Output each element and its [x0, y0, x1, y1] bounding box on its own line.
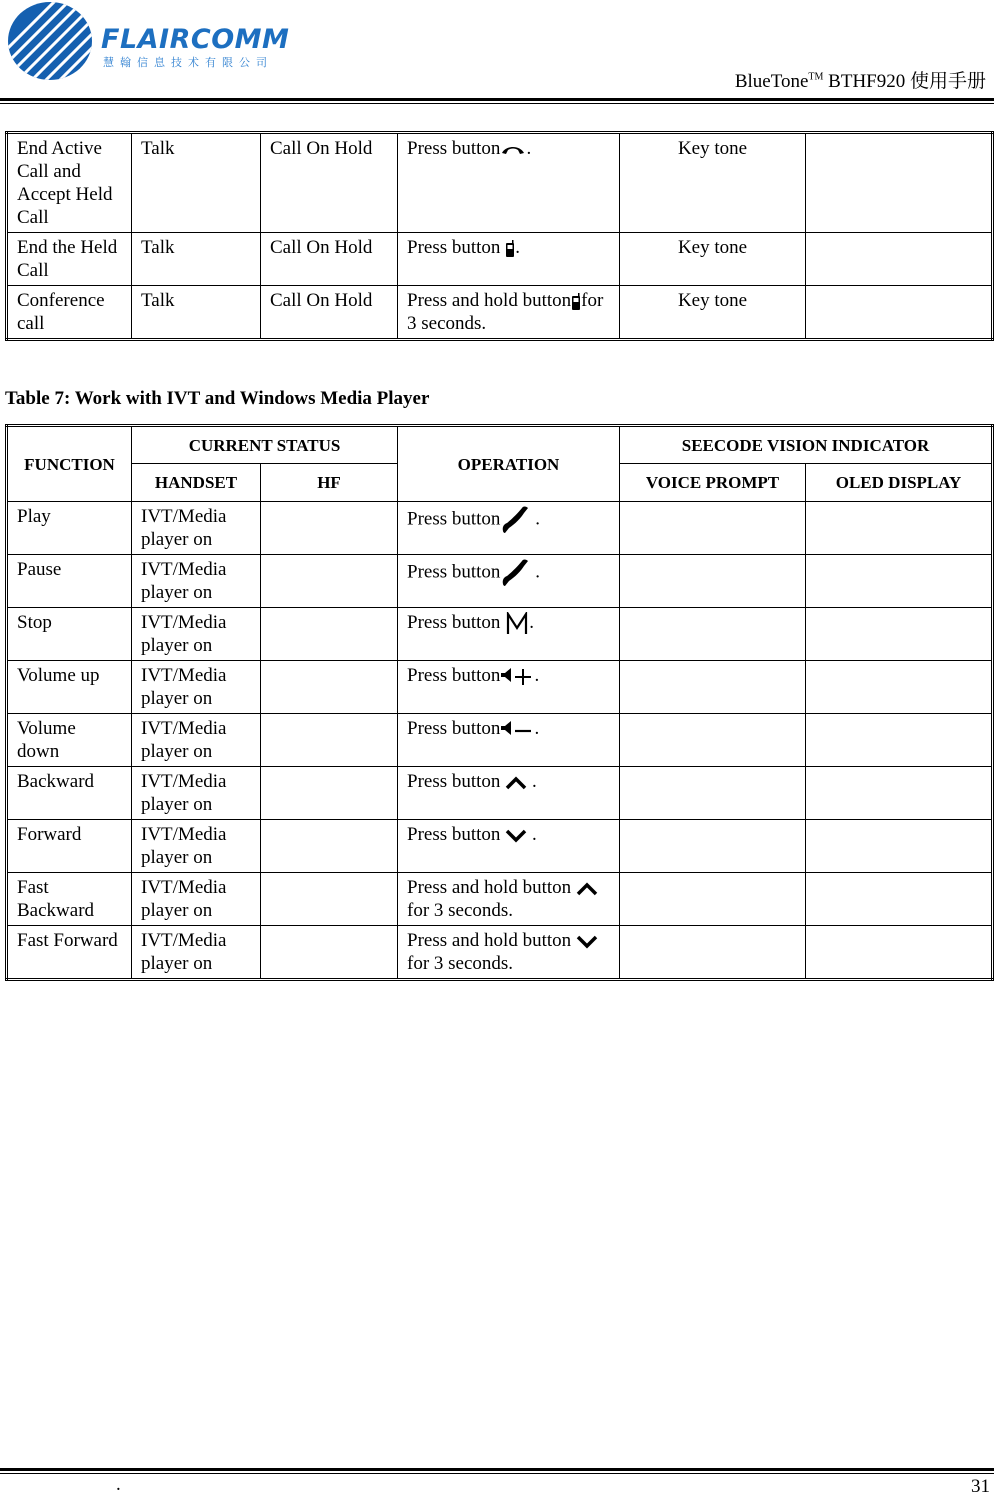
function-cell: End the Held Call	[7, 233, 132, 286]
operation-cell: Press button .	[398, 133, 620, 233]
table-row	[7, 502, 993, 555]
oled-cell	[806, 714, 993, 767]
oled-cell	[806, 926, 993, 980]
table-row	[7, 286, 993, 340]
operation-cell: Press button .	[398, 608, 620, 661]
handset-cell: Talk	[132, 133, 261, 233]
table-row	[7, 661, 993, 714]
function-cell: Volume down	[7, 714, 132, 767]
oled-cell	[806, 820, 993, 873]
title-rest: BTHF920 使用手册	[823, 71, 986, 92]
oled-cell	[806, 767, 993, 820]
operation-cell: Press button .	[398, 661, 620, 714]
oled-display-header: OLED DISPLAY	[806, 464, 993, 502]
voice-cell: Key tone	[620, 286, 806, 340]
hf-cell: Call On Hold	[261, 133, 398, 233]
oled-cell	[806, 286, 993, 340]
oled-cell	[806, 555, 993, 608]
volume-up-icon	[500, 667, 534, 687]
operation-cell: Press button .	[398, 555, 620, 608]
hf-cell	[261, 873, 398, 926]
hf-cell	[261, 608, 398, 661]
function-header: FUNCTION	[7, 426, 132, 502]
operation-header: OPERATION	[398, 426, 620, 502]
operation-cell: Press and hold button for 3 seconds.	[398, 286, 620, 340]
operation-cell: Press button .	[398, 820, 620, 873]
operation-cell: Press and hold button for 3 seconds.	[398, 926, 620, 980]
table-row	[7, 555, 993, 608]
table-row	[7, 926, 993, 980]
operation-cell: Press and hold button for 3 seconds.	[398, 873, 620, 926]
function-cell: Forward	[7, 820, 132, 873]
hf-cell	[261, 926, 398, 980]
handset-cell: Talk	[132, 233, 261, 286]
voice-cell	[620, 820, 806, 873]
function-cell: Stop	[7, 608, 132, 661]
current-status-header: CURRENT STATUS	[132, 426, 398, 464]
oled-cell	[806, 873, 993, 926]
hf-cell	[261, 555, 398, 608]
phone-down-icon	[500, 144, 526, 156]
voice-cell	[620, 661, 806, 714]
handset-cell: IVT/Media player on	[132, 714, 261, 767]
mobile-icon	[571, 293, 581, 311]
oled-cell	[806, 502, 993, 555]
voice-cell	[620, 608, 806, 661]
chevron-up-icon	[505, 776, 527, 790]
logo-name: FLAIRCOMM	[101, 24, 290, 55]
phone-icon	[500, 558, 530, 588]
voice-cell: Key tone	[620, 233, 806, 286]
footer-rule-thin	[0, 1473, 994, 1474]
function-cell: Conference call	[7, 286, 132, 340]
oled-cell	[806, 608, 993, 661]
voice-cell	[620, 873, 806, 926]
handset-cell: IVT/Media player on	[132, 661, 261, 714]
ivt-media-table	[5, 424, 994, 981]
handset-cell: IVT/Media player on	[132, 767, 261, 820]
operation-cell: Press button .	[398, 233, 620, 286]
table-row	[7, 873, 993, 926]
calls-table	[5, 131, 994, 341]
function-cell: Fast Backward	[7, 873, 132, 926]
globe-logo-icon	[6, 0, 98, 84]
header-rule	[0, 98, 994, 101]
operation-cell: Press button .	[398, 767, 620, 820]
function-cell: End Active Call and Accept Held Call	[7, 133, 132, 233]
function-cell: Fast Forward	[7, 926, 132, 980]
hf-cell	[261, 767, 398, 820]
function-cell: Play	[7, 502, 132, 555]
table-caption: Table 7: Work with IVT and Windows Media Player	[5, 388, 430, 409]
handset-cell: IVT/Media player on	[132, 873, 261, 926]
oled-cell	[806, 661, 993, 714]
oled-cell	[806, 133, 993, 233]
table-row	[7, 608, 993, 661]
logo-subtitle: 慧翰信息技术有限公司	[103, 56, 273, 69]
flaircomm-logo	[6, 0, 306, 84]
title-product: BlueTone	[734, 71, 809, 92]
page-number: 31	[971, 1476, 990, 1497]
handset-cell: IVT/Media player on	[132, 820, 261, 873]
hf-cell	[261, 820, 398, 873]
header-rule-thin	[0, 103, 994, 104]
table-row	[7, 820, 993, 873]
document-title	[735, 66, 986, 93]
hf-cell	[261, 714, 398, 767]
footer-rule	[0, 1468, 994, 1471]
table-row	[7, 233, 993, 286]
chevron-up-icon	[576, 882, 598, 896]
hf-header: HF	[261, 464, 398, 502]
page-header	[0, 0, 994, 106]
hf-cell: Call On Hold	[261, 286, 398, 340]
handset-cell: Talk	[132, 286, 261, 340]
seecode-header: SEECODE VISION INDICATOR	[620, 426, 993, 464]
function-cell: Volume up	[7, 661, 132, 714]
mobile-icon	[505, 240, 515, 258]
voice-cell	[620, 714, 806, 767]
trademark-mark: TM	[808, 71, 824, 83]
hf-cell	[261, 502, 398, 555]
handset-cell: IVT/Media player on	[132, 608, 261, 661]
voice-cell	[620, 767, 806, 820]
m-icon	[505, 612, 529, 636]
volume-down-icon	[500, 720, 534, 740]
chevron-down-icon	[505, 829, 527, 843]
hf-cell	[261, 661, 398, 714]
hf-cell: Call On Hold	[261, 233, 398, 286]
function-cell: Pause	[7, 555, 132, 608]
header-row	[7, 426, 993, 464]
voice-cell	[620, 926, 806, 980]
voice-prompt-header: VOICE PROMPT	[620, 464, 806, 502]
handset-cell: IVT/Media player on	[132, 555, 261, 608]
oled-cell	[806, 233, 993, 286]
handset-cell: IVT/Media player on	[132, 926, 261, 980]
handset-cell: IVT/Media player on	[132, 502, 261, 555]
voice-cell	[620, 502, 806, 555]
voice-cell: Key tone	[620, 133, 806, 233]
table-row	[7, 714, 993, 767]
footer-dot: .	[116, 1474, 121, 1495]
function-cell: Backward	[7, 767, 132, 820]
table-row	[7, 133, 993, 233]
table-row	[7, 767, 993, 820]
voice-cell	[620, 555, 806, 608]
phone-icon	[500, 505, 530, 535]
operation-cell: Press button .	[398, 714, 620, 767]
chevron-down-icon	[576, 935, 598, 949]
handset-header: HANDSET	[132, 464, 261, 502]
operation-cell: Press button .	[398, 502, 620, 555]
